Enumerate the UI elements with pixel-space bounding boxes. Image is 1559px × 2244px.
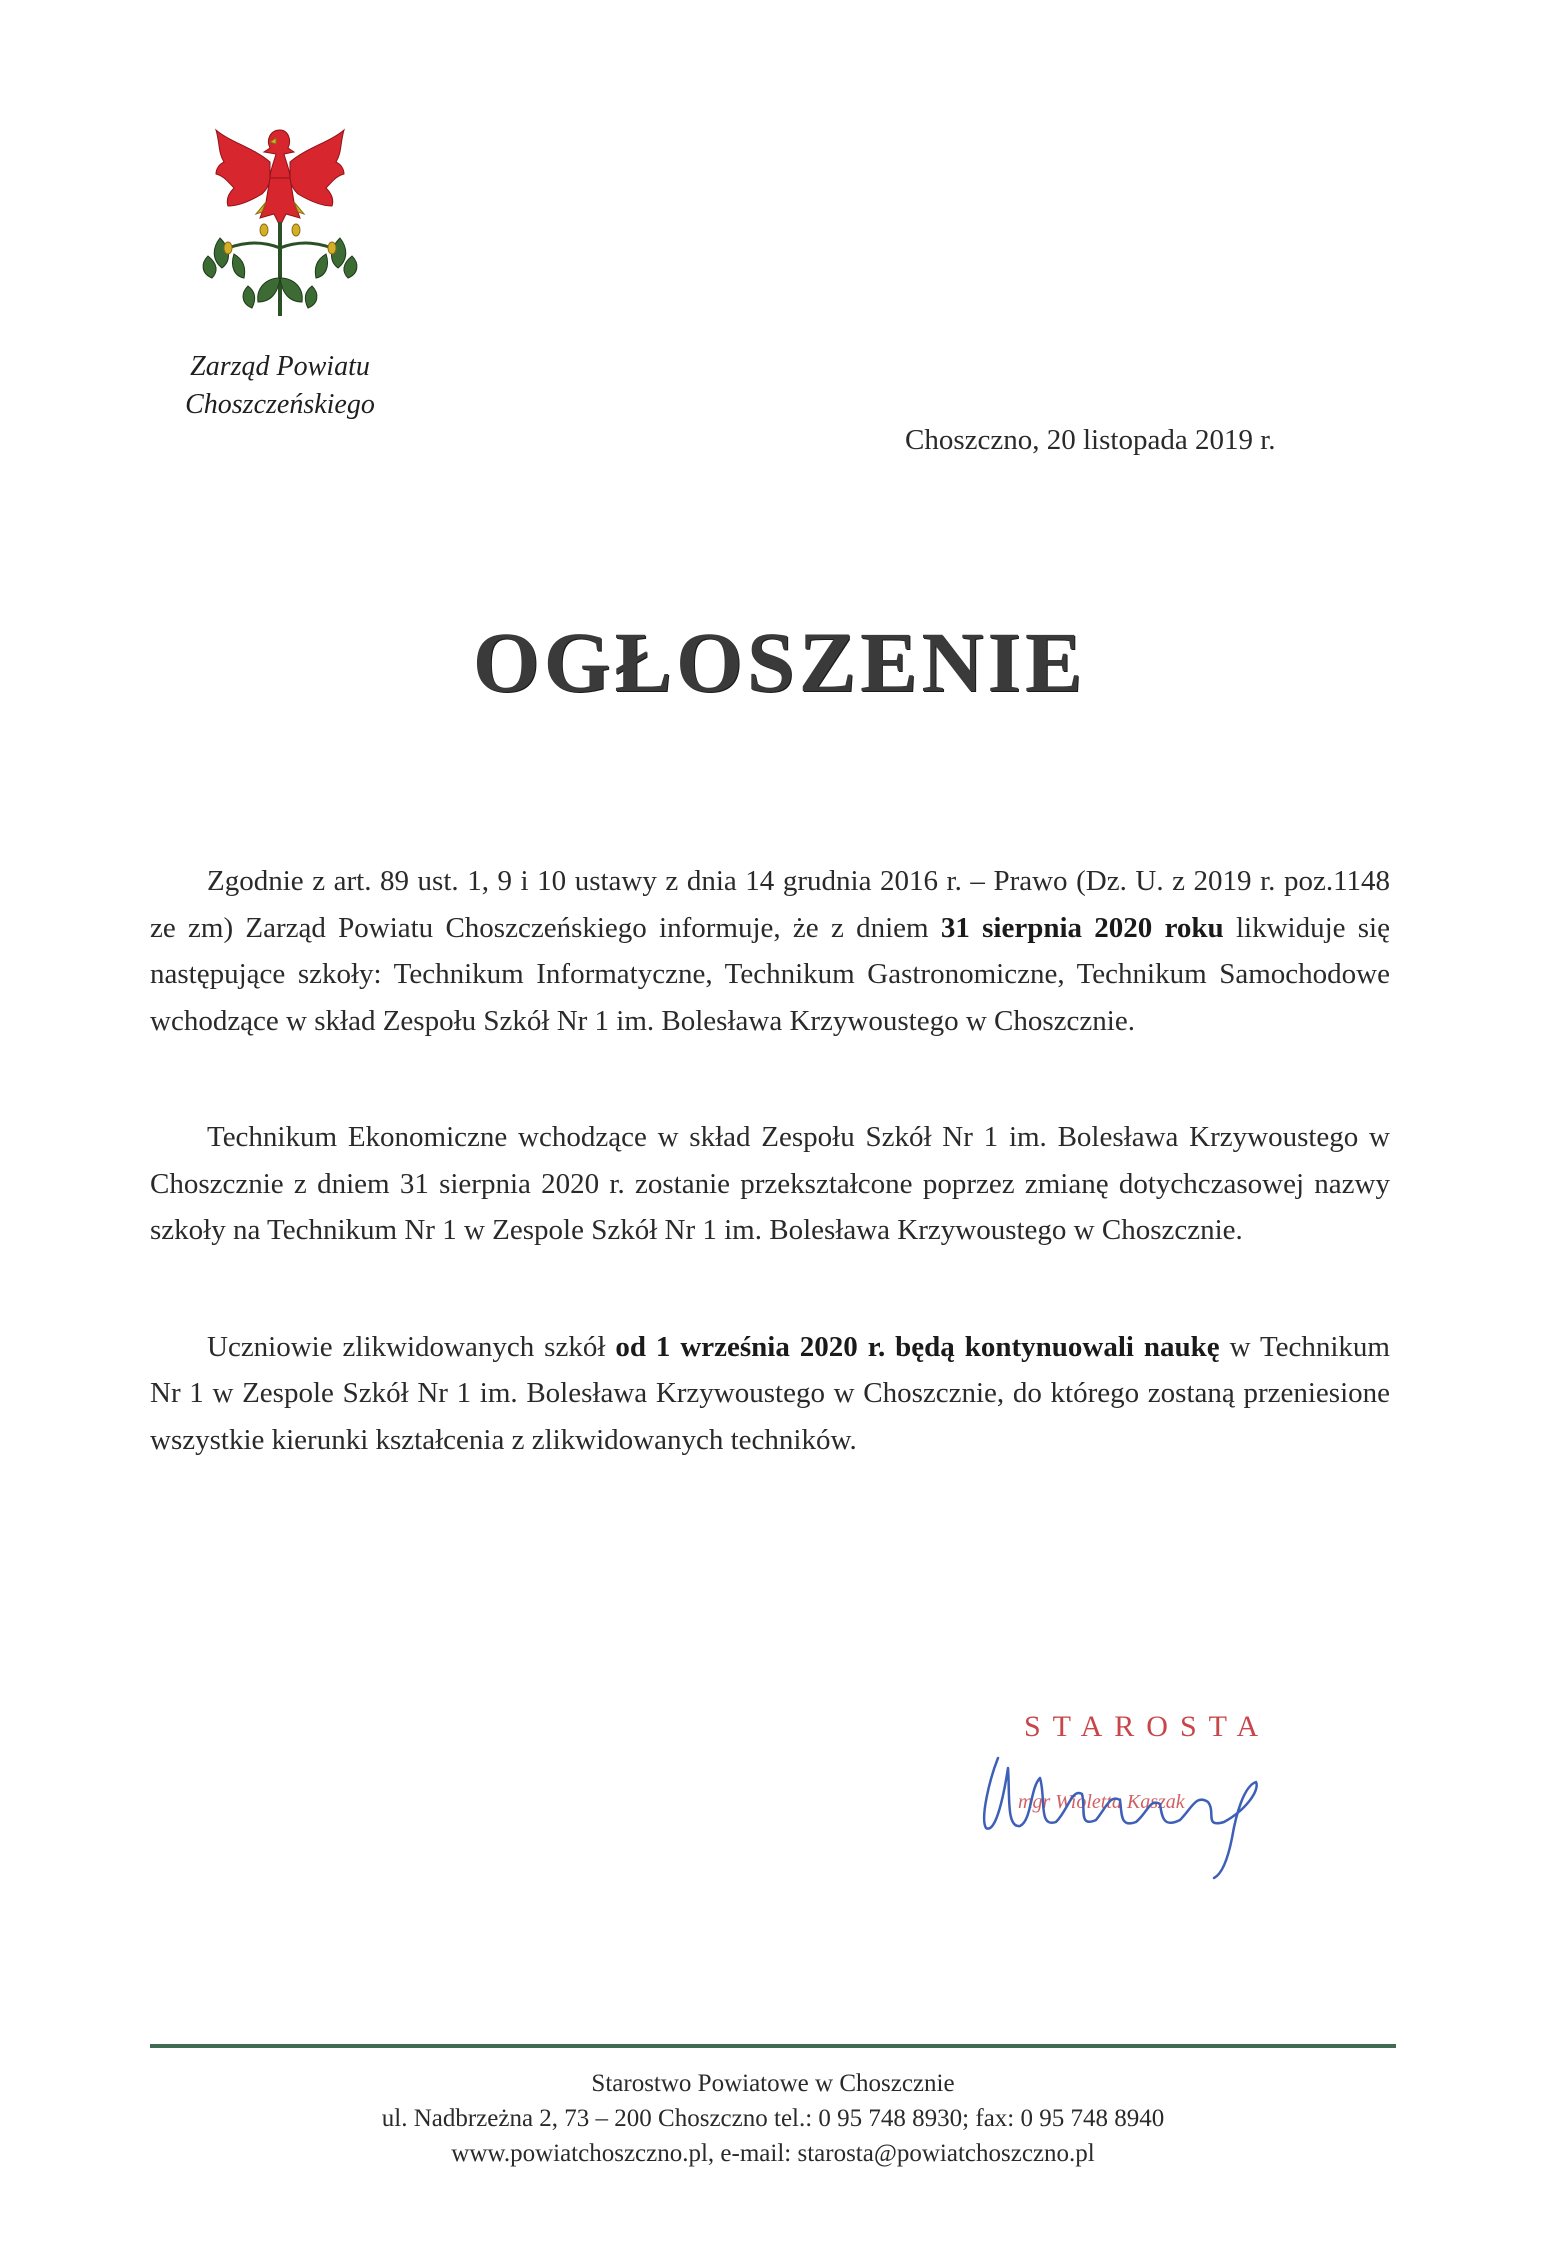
- document-body: [150, 858, 1390, 1533]
- paragraph-3-bold: od 1 września 2020 r. będą kontynuowali naukę: [615, 1330, 1220, 1363]
- eagle-icon: [216, 130, 344, 226]
- footer-contact: www.powiatchoszczno.pl, e-mail: starosta@powiatchoszczno.pl: [451, 2140, 1095, 2167]
- paragraph-1-bold: 31 sierpnia 2020 roku: [940, 911, 1224, 944]
- issuing-office: [120, 348, 440, 424]
- footer-office: Starostwo Powiatowe w Choszcznie: [591, 2070, 955, 2097]
- office-line-2: Choszczeńskiego: [185, 389, 375, 420]
- paragraph-3: [150, 1324, 1390, 1464]
- document-title: OGŁOSZENIE: [472, 614, 1087, 710]
- paragraph-1-text-a: Zgodnie z art. 89 ust. 1, 9 i 10 ustawy z dnia 14 grudnia 2016 r. – Prawo (Dz. U. z 2019 r. poz.1148 ze zm) Zarząd Powiatu Choszczeńskiego informuje, że z dniem: [150, 865, 1390, 944]
- office-line-1: Zarząd Powiatu: [190, 351, 370, 382]
- place-date: Choszczno, 20 listopada 2019 r.: [905, 424, 1276, 456]
- footer-address: ul. Nadbrzeżna 2, 73 – 200 Choszczno tel.: 0 95 748 8930; fax: 0 95 748 8940: [381, 2105, 1165, 2132]
- footer-divider: [150, 2044, 1396, 2048]
- paragraph-3-text-b: w Technikum Nr 1 w Zespole Szkół Nr 1 im. Bolesława Krzywoustego w Choszcznie, do którego zostaną przeniesione wszystkie kierunki kształcenia z zlikwidowanych techników.: [150, 1330, 1390, 1456]
- oak-leaves-icon: [203, 222, 357, 316]
- signature-stamp: [960, 1698, 1280, 1888]
- paragraph-2: [150, 1114, 1390, 1254]
- paragraph-2-text: Technikum Ekonomiczne wchodzące w skład Zespołu Szkół Nr 1 im. Bolesława Krzywoustego w Choszcznie z dniem 31 sierpnia 2020 r. zostanie przekształcone poprzez zmianę dotychczasowej nazwy szkoły na Technikum Nr 1 w Zespole Szkół Nr 1 im. Bolesława Krzywoustego w Choszcznie.: [150, 1121, 1390, 1246]
- paragraph-1: [150, 858, 1390, 1044]
- handwritten-signature-icon: [984, 1758, 1257, 1878]
- paragraph-3-text-a: Uczniowie zlikwidowanych szkół: [207, 1330, 616, 1363]
- eagle-oak-crest-icon: [190, 118, 370, 328]
- stamp-title: STAROSTA: [1024, 1710, 1271, 1743]
- footer: [150, 2066, 1396, 2171]
- stamp-name: mgr Wioletta Kaszak: [1018, 1791, 1185, 1813]
- paragraph-1-text-b: likwiduje się następujące szkoły: Technikum Informatyczne, Technikum Gastronomiczne, Technikum Samochodowe wchodzące w skład Zespołu Szkół Nr 1 im. Bolesława Krzywoustego w Choszcznie.: [150, 911, 1390, 1037]
